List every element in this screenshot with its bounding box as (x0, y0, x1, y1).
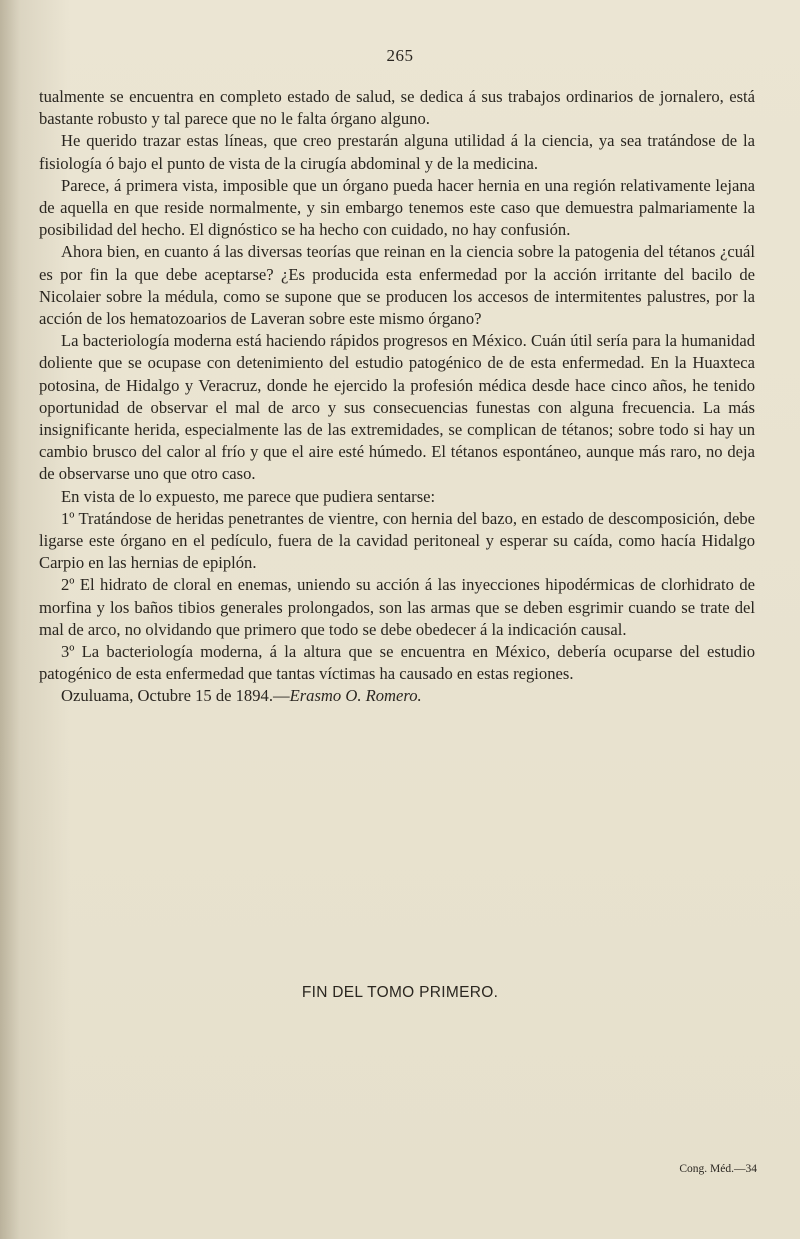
signature-mark: Cong. Méd.—34 (679, 1163, 757, 1175)
paragraph: 1º Tratándose de heridas penetrantes de vientre, con hernia del bazo, en estado de descomposición, debe ligarse este órgano en el pedículo, fuera de la cavidad peritoneal y esperar su caída, como hacía Hidalgo Carpio en las hernias de epiplón. (39, 508, 755, 573)
page-number: 265 (386, 46, 414, 65)
paragraph: tualmente se encuentra en completo estado de salud, se dedica á sus trabajos ordinarios de jornalero, está bastante robusto y tal parece que no le falta órgano alguno. (39, 87, 755, 129)
end-of-volume-note: FIN DEL TOMO PRIMERO. (301, 984, 499, 1001)
paragraph: En vista de lo expuesto, me parece que pudiera sentarse: (61, 486, 436, 506)
closing-line (39, 685, 755, 707)
body-text (39, 86, 755, 708)
paragraph: La bacteriología moderna está haciendo rápidos progresos en México. Cuán útil sería para la humanidad doliente que se ocupase con detenimiento del estudio patogénico de de esta enfermedad. En la Huaxteca potosina, de Hidalgo y Veracruz, donde he ejercido la profesión médica desde hace cinco años, he tenido oportunidad de observar el mal de arco y sus consecuencias funestas con alguna frecuencia. La más insignificante herida, especialmente las de las extremidades, se complican de tétanos; sobre todo si hay un cambio brusco del calor al frío y que el aire esté húmedo. El tétanos espontáneo, aunque más raro, no deja de observarse uno que otro caso. (39, 331, 755, 484)
author-signature: Erasmo O. Romero. (289, 686, 422, 706)
paragraph: 2º El hidrato de cloral en enemas, uniendo su acción á las inyecciones hipodérmicas de clorhidrato de morfina y los baños tibios generales prolongados, son las armas que se deben esgrimir cuando se trate del mal de arco, no olvidando que primero que todo se debe obedecer á la indicación causal. (39, 575, 755, 639)
paragraph: Ahora bien, en cuanto á las diversas teorías que reinan en la ciencia sobre la patogenia del tétanos ¿cuál es por fin la que debe aceptarse? ¿Es producida esta enfermedad por la acción irritante del bacilo de Nicolaier sobre la médula, como se supone que se producen los accesos de intermitentes palustres, por la acción de los hematozoarios de Laveran sobre este mismo órgano? (39, 242, 755, 329)
place-date: Ozuluama, Octubre 15 de 1894.— (61, 686, 290, 706)
paragraph: 3º La bacteriología moderna, á la altura que se encuentra en México, debería ocuparse del estudio patogénico de esta enfermedad que tantas víctimas ha causado en estas regiones. (39, 642, 755, 684)
paragraph: He querido trazar estas líneas, que creo prestarán alguna utilidad á la ciencia, ya sea tratándose de la fisiología ó bajo el punto de vista de la cirugía abdominal y de la medicina. (39, 131, 755, 173)
paragraph: Parece, á primera vista, imposible que un órgano pueda hacer hernia en una región relativamente lejana de aquella en que reside normalmente, y sin embargo tenemos este caso que demuestra palmariamente la posibilidad del hecho. El dignóstico se ha hecho con cuidado, no hay confusión. (39, 175, 755, 240)
